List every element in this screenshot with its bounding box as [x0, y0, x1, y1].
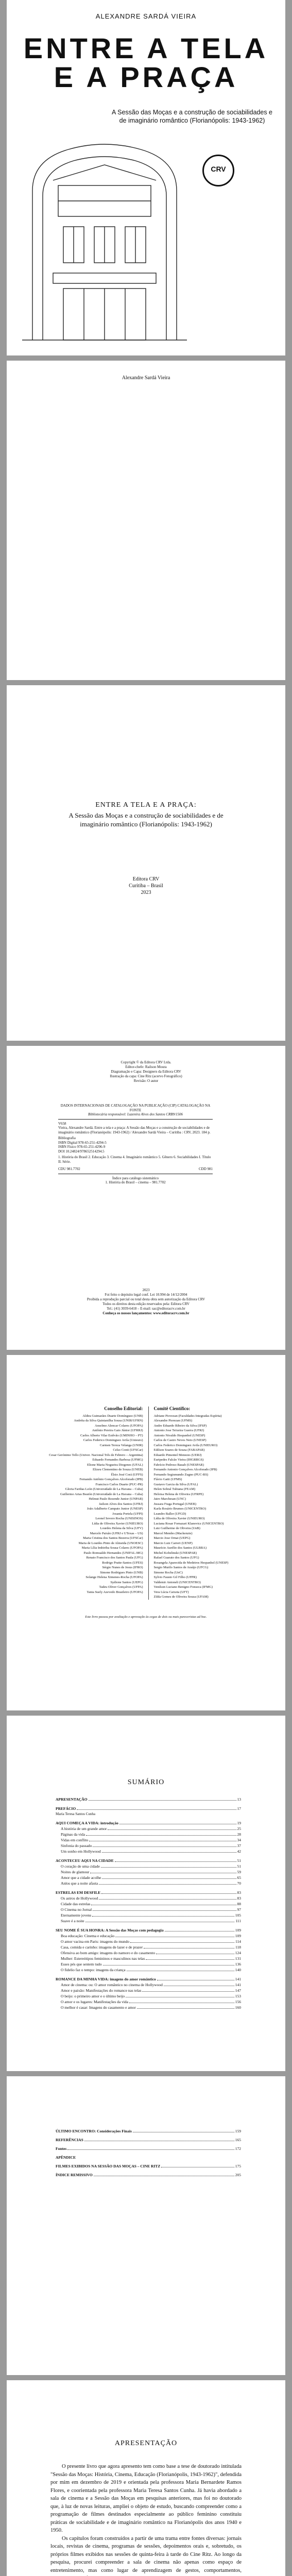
toc-entry-page: 153	[235, 1994, 241, 1998]
board-member: Celso Conti (UFSCar)	[113, 1448, 143, 1452]
board-member: Andre Eduardo Ribeiro da Silva (IFSP)	[153, 1423, 207, 1428]
legal-line: Conheça os nossos lançamentos: www.editoracrv.com.br	[102, 1311, 190, 1315]
toc-entry-page: 51	[237, 1864, 241, 1869]
board-member: Maria de Lourdes Pinto de Almeida (UNOESC)	[78, 1541, 143, 1545]
board-member: Lídia de Oliveira Xavier (UNIEURO)	[92, 1521, 143, 1526]
toc-entry[interactable]	[56, 1993, 241, 1999]
toc-entry-page: 97	[237, 1907, 241, 1912]
board-member: Josania Portela (UFPI)	[112, 1512, 143, 1516]
board-member: Maria Cristina dos Santos Bezerra (UFSCar)	[83, 1536, 143, 1540]
toc-leader-dots	[137, 2005, 234, 2009]
board-member: Marcio Jose Ornat (UEPG)	[153, 1536, 191, 1540]
toc-entry-title: A história de um grande amor	[61, 1826, 107, 1831]
board-member: Sydione Santos (UEPG)	[110, 1580, 143, 1584]
board-member: Andréia da Silva Quintanilha Sousa (UNIR/UFRN)	[74, 1419, 143, 1422]
toc-entry[interactable]	[56, 1976, 241, 1982]
editorial-board-title: Conselho Editorial:	[104, 1406, 143, 1411]
toc-entry[interactable]	[56, 1988, 241, 1993]
board-member: Carlos Federico Dominguez Avila (UNIEURO)	[153, 1443, 218, 1447]
toc-entry[interactable]	[56, 1901, 241, 1907]
catalog-code: V658	[58, 1121, 66, 1126]
board-member: Sergio Murilo Santos de Araújo (UFCG)	[153, 1566, 209, 1569]
board-member: Maurício Aurélio dos Santos (ULBRA)	[153, 1546, 207, 1550]
toc-entry-title: SEU NOME É SUA HONRA: A Sessão das Moças com pedagogia	[56, 1928, 164, 1933]
toc-entry-title: Amor que a cidade acolhe	[61, 1875, 101, 1880]
toc-entry-title: PREFÁCIO	[56, 1806, 76, 1811]
board-member: Carmen Tereza Velanga (UNIR)	[99, 1443, 143, 1447]
toc-entry[interactable]	[56, 2146, 241, 2151]
board-member: Aldira Guimarães Duarte Domínguez (UNB)	[82, 1414, 143, 1418]
title-page-city: Curitiba – Brasil	[129, 883, 163, 889]
toc-entry[interactable]	[56, 1837, 241, 1843]
toc-entry-title: Ofensiva ao bom amigo: imagens do namoro e do casamento	[61, 1951, 156, 1955]
toc-entry-page: 124	[235, 1951, 241, 1955]
toc-entry-title: Mulher: Estereótipos femininos e masculinos nas telas	[61, 1956, 145, 1961]
toc-entry[interactable]	[56, 1956, 241, 1961]
cinema-building-illustration	[22, 129, 187, 345]
catalog-header: DADOS INTERNACIONAIS DE CATALOGAÇÃO NA PUBLICAÇÃO (CIP) CATALOGAÇÃO NA FONTE	[60, 1104, 211, 1112]
toc-entry[interactable]	[56, 1918, 241, 1924]
toc-entry-page: 65	[237, 1875, 241, 1880]
board-member: Luciana Rosar Fornazari Klanovicz (UNICENTRO)	[153, 1521, 224, 1526]
editorial-board	[27, 1406, 143, 1600]
toc-leader-dots	[144, 1944, 234, 1948]
toc-entry-page: 70	[237, 1881, 241, 1886]
toc-entry-page: 172	[235, 2146, 241, 2151]
board-member: Rafael Guarato dos Santos (UFG)	[153, 1556, 199, 1560]
toc-entry-title: O amor e os lugares: Manifestações da vida	[61, 1999, 128, 2004]
board-member: Fernando Segismundo Zugno (PUC-RS)	[153, 1472, 209, 1477]
toc-entry-title: Boa educação: Cinema e educação	[61, 1934, 115, 1938]
toc-entry-title: Amor e paixão: Manifestações do romance nas telas	[61, 1988, 142, 1993]
board-member: Marcio Luiz Carreri (UENP)	[153, 1541, 193, 1545]
copyright-page	[7, 1046, 285, 1350]
toc-leader-dots	[77, 1806, 236, 1810]
legal-line: Tel.: (41) 3039-6418 – E-mail: sac@editoracrv.com.br	[107, 1307, 185, 1311]
board-member: Jairo Marchesan (UNC)	[153, 1497, 186, 1501]
credit-line: Editor-chefe: Railson Moura	[125, 1065, 167, 1069]
toc-entry[interactable]	[56, 2137, 241, 2143]
toc-leader-dots	[130, 1939, 234, 1943]
board-member: Maria Lília Imbiriba Sousa Colares (UFOPA)	[81, 1546, 143, 1550]
publisher-logo	[202, 155, 234, 187]
toc-leader-dots	[101, 1863, 236, 1868]
board-member: Luiz Guilherme de Oliveira (UnB)	[153, 1527, 200, 1530]
toc-entry-page: 25	[237, 1826, 241, 1831]
toc-entry-page: 83	[237, 1896, 241, 1901]
board-member: Fernando Antônio Gonçalves Alcoforado (IPB)	[79, 1478, 143, 1481]
board-member: João Adalberto Campato Junior (UNESP)	[87, 1507, 143, 1511]
toc-entry-title: Sinfonia do passado	[61, 1843, 92, 1848]
toc-entry-title: Esses pés que sentem tudo	[61, 1962, 102, 1967]
board-member: Simone Rodrigues Pinto (UNB)	[100, 1570, 143, 1574]
peer-review-note: Este livro passou por avaliação e aprovação às cegas de dois ou mais pareceristas ad hoc.	[85, 1615, 207, 1619]
board-member: Elione Maria Nogueira Diogenes (UFAL)	[87, 1463, 143, 1467]
toc-entry[interactable]	[56, 1950, 241, 1956]
credit-line: Copyright © da Editora CRV Ltda.	[121, 1060, 171, 1064]
toc-entry-title: O coração de uma cidade	[61, 1864, 100, 1869]
board-member: Cesar Gerónimo Tello (Univer. Nacional Três de Febrero – Argentina)	[49, 1453, 143, 1457]
credit-line: Diagramação e Capa: Designers da Editora CRV	[111, 1070, 181, 1074]
board-member: Flávio Gatti (UFMS)	[153, 1478, 182, 1481]
board-member: Leandro Baller (UFGD)	[153, 1512, 186, 1516]
board-member: Fernando Antonio Gonçalves Alcoforado (IPB)	[153, 1468, 217, 1471]
toc-leader-dots	[102, 1875, 236, 1879]
toc-leader-dots	[99, 1880, 236, 1885]
toc-leader-dots	[103, 1961, 234, 1965]
toc-leader-dots	[91, 1901, 236, 1905]
cover-author: ALEXANDRE SARDÁ VIEIRA	[95, 12, 197, 20]
toc-entry[interactable]	[56, 1944, 241, 1950]
toc-entry-title: Páginas da vida	[61, 1832, 85, 1837]
toc-entry-page: 105	[235, 1913, 241, 1918]
toc-entry[interactable]	[56, 1826, 241, 1832]
board-member: Paulo Romualdo Hernandes (UNIFAL-MG)	[83, 1551, 143, 1555]
index-header: Índice para catálogo sistemático	[112, 1176, 159, 1180]
board-member: Tadeu Oliver Gonçalves (UFPA)	[99, 1585, 143, 1589]
board-member: Adriane Piovezan (Faculdades Integradas Espírita)	[153, 1414, 222, 1418]
toc-author: Maria Teresa Santos Cunha	[56, 1812, 95, 1816]
board-member: Marcel Mendes (Mackenzie)	[153, 1531, 193, 1535]
board-member: Eduardo Pimentel Menezes (UERJ)	[153, 1453, 202, 1457]
divider	[148, 1406, 149, 1600]
toc-entry-title: ÚLTIMO ENCONTRO: Considerações Finais	[56, 2129, 132, 2133]
toc-entry-title: AQUI COMEÇA A VIDA: introdução	[56, 1821, 118, 1825]
board-member: Marcelo Paixão (UFRJ e UTexas – US)	[90, 1531, 143, 1535]
legal-line: Proibida a reprodução parcial ou total desta obra sem autorização da Editora CRV	[87, 1297, 205, 1301]
board-member: Euripedes Falcão Vieira (IHGRRGS)	[153, 1458, 204, 1462]
toc-entry[interactable]	[56, 2155, 241, 2160]
toc-entry[interactable]	[56, 1875, 241, 1880]
toc-entry-title: REFERÊNCIAS	[56, 2138, 83, 2142]
toc-entry-page: 13	[237, 1797, 241, 1802]
toc-leader-dots	[85, 1918, 235, 1922]
toc-entry[interactable]	[56, 1849, 241, 1854]
toc-entry-page: 109	[235, 1934, 241, 1938]
toc-leader-dots	[93, 1907, 236, 1911]
toc-leader-dots	[161, 2163, 234, 2167]
toc-entry-title: ESTRELAS EM DESFILE	[56, 1890, 101, 1895]
toc-entry-page: 28	[237, 1832, 241, 1837]
board-member: Antonio Nivaldo Hespanhol (UNESP)	[153, 1433, 205, 1437]
board-member: Simone Rocha (UnC)	[153, 1570, 183, 1574]
toc-entry-title: Noites de glamour	[61, 1870, 90, 1874]
board-member: Rodrigo Pratte-Santos (UFES)	[102, 1561, 143, 1565]
presentation-paragraph: Os capítulos foram construídos a partir de uma trama entre fontes diversas: jornais locais, revistas de cinema, programas de sessões, depoimentos orais e, sobretudo, os próprios filmes exibidos nas sessões de quinta-feira à tarde do Cine Ritz. Ao longo da pesquisa, procurei compreender a sala de cinema não apenas como espaço de entretenimento, mas como lugar de aprendizagem de gestos, comportamentos,	[50, 2535, 242, 2573]
board-member: Alexandre Pierezan (UFMS)	[153, 1419, 193, 1422]
toc-entry-page: 34	[237, 1838, 241, 1842]
board-member: Gloria Fariñas León (Universidade de La Havana – Cuba)	[65, 1487, 143, 1491]
toc-leader-dots	[115, 1858, 236, 1862]
toc-entry-page: 165	[235, 2138, 241, 2142]
toc-entry[interactable]	[56, 1999, 241, 2005]
legal-line: Foi feito o depósito legal conf. Lei 10.994 de 14/12/2004	[105, 1293, 187, 1297]
presentation-page	[7, 2380, 285, 2576]
catalog-sub: Bibliotecária responsável: Luzenira Alves dos Santos CRB9/1506	[88, 1112, 183, 1116]
toc-entry-page: 59	[237, 1870, 241, 1874]
toc-entry-title: O melhor é casar: Imagens do casamento e amor	[61, 2005, 136, 2010]
boards-page	[7, 1355, 285, 1710]
toc-entry-page: 160	[235, 2005, 241, 2010]
toc-entry-title: O beijo: o primeiro amor e o último beijo	[61, 1994, 125, 1998]
board-member: Carlos de Castro Neves Neto (UNESP)	[153, 1438, 207, 1442]
presentation-body	[50, 2463, 242, 2576]
toc-entry-title: Anlos que a noite afasta	[61, 1881, 98, 1886]
summary-continued-page	[7, 2076, 285, 2375]
toc-entry-title: ÍNDICE REMISSIVO	[56, 2173, 93, 2177]
half-title-page	[7, 361, 285, 680]
cover-subtitle: A Sessão das Moças e a construção de sociabilidades e de imaginário romântico (Florianópolis: 1943-1962)	[112, 109, 272, 124]
index-body: 1. História do Brasil – cinema – 981.7702	[105, 1180, 166, 1184]
toc-entry[interactable]	[56, 1933, 241, 1939]
toc-entry-page: 140	[235, 1968, 241, 1972]
table-of-contents	[56, 1793, 241, 2010]
board-member: Renato Francisco dos Santos Paula (UFG)	[86, 1556, 143, 1560]
toc-entry-page: 17	[237, 1806, 241, 1811]
toc-entry-page: 83	[237, 1890, 241, 1895]
toc-entry[interactable]	[56, 1982, 241, 1988]
board-member: Jussara Fraga Portugal (UNEB)	[153, 1502, 196, 1506]
toc-entry-page: 42	[237, 1849, 241, 1854]
board-member: Elizeu Clementino de Souza (UNEB)	[93, 1468, 143, 1471]
cover-title-line2: E A PRAÇA	[54, 61, 238, 93]
toc-leader-dots	[108, 1826, 236, 1830]
board-member: Vera Lúcia Caixeta (UFT)	[153, 1590, 189, 1594]
credits-block	[7, 1060, 285, 1083]
toc-leader-dots	[92, 1912, 234, 1917]
board-member: Rosangela Aparecida de Medeiros Hespanhol (UNESP)	[153, 1561, 229, 1565]
board-member: Fabrício Pedroso Bauab (UNESPAR)	[153, 1463, 204, 1467]
summary-page	[7, 1716, 285, 2071]
legal-line: Todos os direitos desta edição reservados pela: Editora CRV	[102, 1302, 190, 1306]
board-member: Anselmo Alencar Colares (UFOPA)	[95, 1423, 143, 1428]
toc-entry[interactable]	[56, 1806, 241, 1811]
title-page-imprint	[7, 876, 285, 896]
toc-leader-dots	[94, 2172, 234, 2176]
board-member: Helen Sobral Tubiana (FEAM)	[153, 1487, 196, 1491]
toc-entry-page: 156	[235, 1999, 241, 2004]
cover-page	[7, 0, 285, 355]
toc-entry-page: 159	[235, 2129, 241, 2133]
toc-entry-title: FILMES EXIBIDOS NA SESSÃO DAS MOÇAS – CINE RITZ	[56, 2164, 161, 2168]
presentation-paragraph: O presente livro que agora apresento tem como base a tese de doutorado intitulada "Sessão das Moças: História, Cinema, Educação (Florianópolis, 1943-1962)", defendida por mim em dezembro de 2019 e orientada pela professora Maria Bernardete Ramos Flores, e coorientada pela professora Maria Teresa Santos Cunha. Já havia abordado a sala de cinema e a Sessão das Moças em pesquisas anteriores, mas foi no doutorado que, à luz de novas leituras, ampliei o objeto de estudo, buscando compreender como a programação de filmes destinados especialmente ao público feminino constituiu práticas de sociabilidade e de imaginário romântico na Florianópolis dos anos 1940 e 1950.	[50, 2464, 242, 2533]
toc-entry[interactable]	[56, 1797, 241, 1802]
board-member: Tania Suely Azevedo Brasileiro (UFOPA)	[87, 1590, 143, 1594]
toc-entry[interactable]	[56, 1939, 241, 1944]
toc-leader-dots	[115, 1933, 234, 1937]
board-member: Antonio Jose Teixeira Guerra (UFRJ)	[153, 1429, 204, 1432]
toc-entry-title: Cidade das estrelas	[61, 1902, 91, 1906]
board-member: Heloisa Helena de Oliveira (UFRPE)	[153, 1492, 204, 1496]
toc-leader-dots	[101, 1890, 236, 1894]
board-member: Lídia de Oliveira Xavier (UNIEURO)	[153, 1517, 205, 1520]
title-page	[7, 685, 285, 1041]
toc-entry-title: Eternamente jovens	[61, 1913, 92, 1918]
toc-leader-dots	[84, 2137, 234, 2141]
toc-entry-page: 131	[235, 1956, 241, 1961]
board-member: Zilda Gomes de Oliveira Souza (UFAM)	[153, 1595, 209, 1599]
toc-leader-dots	[165, 1927, 234, 1931]
board-member: Michel Kobelinski (UNESPAR)	[153, 1551, 197, 1555]
toc-entry-title: Um sonho em Hollywood	[61, 1849, 101, 1854]
board-member: Venilson Luciano Benigno Fonseca (IFMG)	[153, 1585, 213, 1589]
toc-entry[interactable]	[56, 1832, 241, 1837]
toc-entry-title: Suave é a noite	[61, 1919, 84, 1923]
toc-leader-dots	[89, 1797, 236, 1801]
board-member: Carlos Federico Dominguez Avila (Unieuro)	[83, 1438, 143, 1442]
toc-leader-dots	[164, 1982, 234, 1986]
toc-entry-title: APRESENTAÇÃO	[56, 1797, 88, 1802]
doi: DOI 10.24824/978652514294.5	[58, 1149, 105, 1154]
toc-entry-page: 88	[237, 1902, 241, 1906]
toc-entry[interactable]	[56, 1843, 241, 1849]
toc-entry-page: 118	[235, 1945, 241, 1950]
toc-entry-page: 141	[235, 1982, 241, 1987]
board-member: Jailson Alves dos Santos (UFRJ)	[99, 1502, 143, 1506]
board-member: Helmut Paulo Rezende Junior (UNPAR)	[89, 1497, 143, 1501]
toc-leader-dots	[129, 1999, 234, 2003]
toc-entry[interactable]	[56, 1863, 241, 1869]
catalog-subjects: 1. História do Brasil 2. Educação 3. Cinema 4. Imaginário romântico 5. Gênero 6. Sociabilidades I. Título II. Série.	[58, 1155, 211, 1164]
isbn-physical: ISBN Físico 978-65-251-4296-9	[58, 1145, 106, 1149]
publisher-logo-text: CRV	[211, 165, 226, 173]
board-member: Eduardo Fernandes Barbosa (UFMG)	[92, 1458, 143, 1462]
toc-entry-page: 205	[235, 2173, 241, 2177]
toc-entry[interactable]	[56, 2163, 241, 2169]
board-member: Leonel Severo Rocha (UNISINOS)	[95, 1517, 143, 1520]
toc-entry[interactable]	[56, 2005, 241, 2010]
toc-entry[interactable]	[56, 1880, 241, 1886]
toc-entry-page: 51	[237, 1858, 241, 1863]
toc-entry-page: 147	[235, 1988, 241, 1993]
toc-entry-page: 109	[235, 1928, 241, 1933]
toc-leader-dots	[126, 1993, 234, 1997]
catalog-card	[58, 1104, 213, 1185]
toc-entry-title: Casa, comida e carinho: imagens de lazer e de prazer	[61, 1945, 143, 1950]
toc-leader-dots	[157, 1976, 234, 1980]
board-member: Carlos Alberto Vilar Estêvão (UMINHO – PT)	[80, 1433, 143, 1437]
toc-entry-page: 136	[235, 1962, 241, 1967]
toc-leader-dots	[156, 1950, 234, 1954]
toc-entry[interactable]	[56, 1967, 241, 1973]
cover-title	[7, 34, 285, 92]
cdu: CDU 981.7702	[58, 1167, 80, 1171]
board-member: Guillermo Arias Beatón (Universidade de La Havana – Cuba)	[60, 1492, 143, 1496]
toc-entry[interactable]	[56, 1907, 241, 1912]
toc-entry-title: O Cinema no Jornal	[61, 1907, 92, 1912]
table-of-contents-continued	[56, 2125, 241, 2178]
board-member: Solange Helena Ximenes-Rocha (UFOPA)	[85, 1575, 143, 1579]
summary-heading: SUMÁRIO	[127, 1778, 165, 1786]
toc-entry-title: Amor de cinema: ou: O amor romântico no cinema de Hollywood	[61, 1982, 163, 1987]
legal-year: 2023	[142, 1288, 150, 1292]
board-member: Edilson Soares de Souza (FABAPAR)	[153, 1448, 205, 1452]
toc-entry[interactable]	[56, 1895, 241, 1901]
toc-entry[interactable]	[56, 1858, 241, 1863]
board-member: Sylvio Fausto Gil Filho (UFPR)	[153, 1575, 197, 1579]
toc-entry-title: Os astros de Hollywood	[61, 1896, 98, 1901]
toc-entry-title: Vidas em conflito	[61, 1838, 89, 1842]
credit-line: Revisão: O autor	[133, 1079, 159, 1083]
toc-entry-title: O fidelio faz o tempo: imagens da criança	[61, 1968, 126, 1972]
toc-leader-dots	[90, 1869, 236, 1873]
cover-title-line1: ENTRE A TELA	[23, 32, 269, 64]
board-member: Antônio Pereira Gaio Júnior (UFRRJ)	[92, 1429, 143, 1432]
board-member: Gustavo Garcia da Silva (UFAL)	[153, 1482, 198, 1486]
title-page-publisher: Editora CRV	[132, 876, 160, 882]
toc-entry-page: 111	[235, 1919, 241, 1923]
toc-leader-dots	[119, 1820, 236, 1824]
toc-leader-dots	[146, 1956, 234, 1960]
toc-leader-dots	[99, 1895, 236, 1900]
board-member: Sérgio Nunes de Jesus (IFRO)	[102, 1566, 143, 1569]
board-member: Francisco Carlos Duarte (PUC-PR)	[95, 1482, 143, 1486]
toc-entry[interactable]	[56, 1869, 241, 1875]
credit-line: Ilustração da capa: Cine Ritz (acervo Fotográfico)	[110, 1074, 182, 1078]
catalog-bibliography: Bibliografia	[58, 1136, 76, 1140]
board-member: Élsio José Corá (UFFS)	[111, 1472, 143, 1477]
scientific-board-title: Comitê Científico:	[153, 1406, 191, 1411]
toc-entry[interactable]	[56, 1961, 241, 1967]
legal-block	[7, 1288, 285, 1316]
board-member: Karla Rosário Brumes (UNICENTRO)	[153, 1507, 207, 1511]
toc-entry-title: ROMANCE DA MINHA VIDA: imagens do amor romântico	[56, 1977, 156, 1981]
board-member: Lourdes Helena da Silva (UFV)	[100, 1527, 143, 1530]
toc-leader-dots	[133, 2128, 234, 2132]
title-page-year: 2023	[141, 890, 151, 895]
toc-leader-dots	[67, 2146, 234, 2150]
toc-entry[interactable]	[56, 1890, 241, 1895]
title-page-subtitle: A Sessão das Moças e a construção de sociabilidades e de imaginário romântico (Florianópolis: 1943-1962)	[68, 811, 224, 828]
toc-entry[interactable]	[56, 1912, 241, 1918]
toc-entry-title: Fontes	[56, 2146, 67, 2151]
isbn-digital: ISBN Digital 978-65-251-4294-5	[58, 1140, 107, 1145]
cdd: CDD 981	[198, 1167, 213, 1171]
toc-entry[interactable]	[56, 2128, 241, 2134]
half-title-author: Alexandre Sardá Vieira	[122, 375, 170, 381]
toc-entry[interactable]	[56, 2172, 241, 2178]
toc-entry-page: 19	[237, 1821, 241, 1825]
catalog-body: Vieira, Alexandre Sardá. Entre a tela e a praça: A Sessão das Moças e a construção de sociabilidades e de imaginário romântico (Florianópolis: 1943-1962) / Alexandre Sardá Vieira – Curitiba : CRV, 2023. 184 p.	[58, 1126, 211, 1134]
toc-entry-page: 114	[235, 1939, 241, 1944]
divider	[58, 1119, 213, 1120]
presentation-heading: APRESENTAÇÃO	[114, 2439, 178, 2447]
title-page-title: ENTRE A TELA E A PRAÇA:	[95, 801, 197, 809]
toc-leader-dots	[102, 1849, 236, 1853]
toc-entry-title: APÊNDICE	[56, 2155, 76, 2160]
board-member: Valdemir Antoneli (UNICENTRO)	[153, 1580, 201, 1584]
toc-entry[interactable]	[56, 1820, 241, 1826]
toc-leader-dots	[142, 1988, 234, 1992]
toc-leader-dots	[127, 1967, 234, 1971]
toc-entry[interactable]	[56, 1927, 241, 1933]
toc-leader-dots	[93, 1843, 236, 1847]
toc-leader-dots	[89, 1837, 236, 1841]
scientific-board	[153, 1406, 269, 1600]
toc-entry-page: 175	[235, 2164, 241, 2168]
toc-leader-dots	[86, 1832, 236, 1836]
toc-entry-page: 37	[237, 1843, 241, 1848]
toc-entry-title: ACONTECEU AQUI NA CIDADE	[56, 1858, 114, 1863]
toc-entry-page: 141	[235, 1977, 241, 1981]
toc-entry-title: O amor vacina em Paris: imagens do mundo	[61, 1939, 130, 1944]
